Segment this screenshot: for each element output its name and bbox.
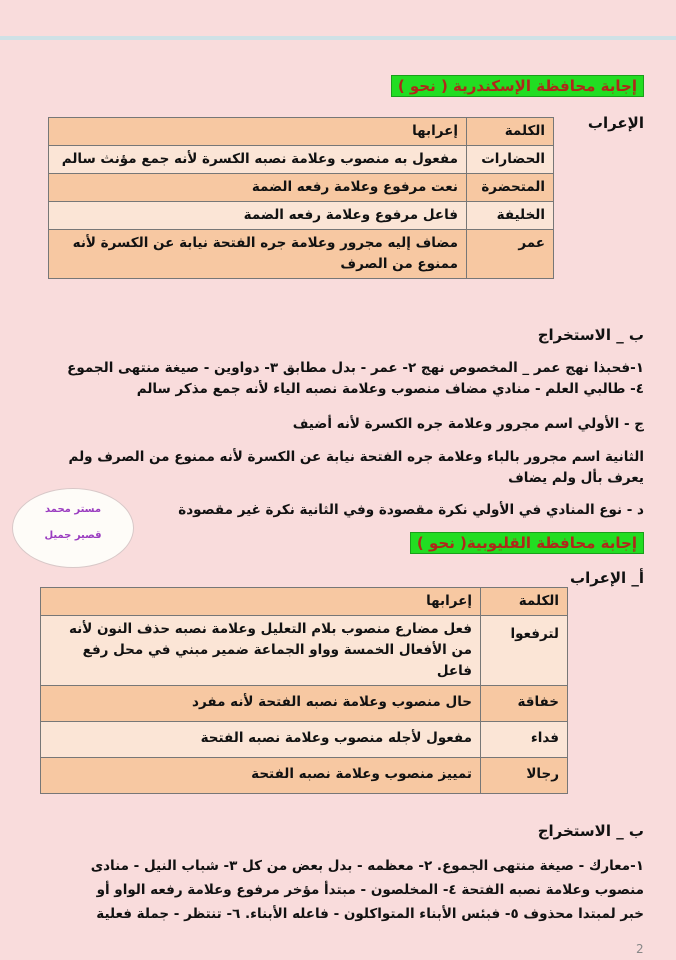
irab-table-qalyubia bbox=[40, 587, 568, 794]
teacher-stamp bbox=[12, 488, 134, 568]
istikhraj-label: ب _ الاستخراج bbox=[537, 326, 644, 344]
istikhraj-label: ب _ الاستخراج bbox=[537, 822, 644, 840]
word-cell: لترفعوا bbox=[481, 616, 568, 686]
table-row bbox=[49, 146, 554, 174]
table-row bbox=[41, 686, 568, 722]
irab-label: الإعراب bbox=[587, 114, 644, 132]
istikhraj-line: ١-فحبذا نهج عمر _ المخصوص نهج ٢- عمر - بدل مطابق ٣- دواوين - صيغة منتهى الجموع bbox=[67, 360, 644, 376]
word-cell: خفاقة bbox=[481, 686, 568, 722]
irab-cell: فعل مضارع منصوب بلام التعليل وعلامة نصبه حذف النون لأنه من الأفعال الخمسة وواو الجماعة ضمير مبني في محل رفع فاعل bbox=[41, 616, 481, 686]
col-irab-header: إعرابها bbox=[49, 118, 467, 146]
table-header-row bbox=[41, 588, 568, 616]
table-header-row bbox=[49, 118, 554, 146]
irab-cell: نعت مرفوع وعلامة رفعه الضمة bbox=[49, 174, 467, 202]
istikhraj-line: ١-معارك - صيغة منتهى الجموع. ٢- معظمه - بدل بعض من كل ٣- شباب النيل - منادى bbox=[90, 858, 644, 874]
table-row bbox=[49, 230, 554, 279]
stamp-line: قصير جميل bbox=[44, 530, 102, 541]
table-row bbox=[41, 722, 568, 758]
page-number: 2 bbox=[636, 942, 644, 956]
irab-cell: مضاف إليه مجرور وعلامة جره الفتحة نيابة عن الكسرة لأنه ممنوع من الصرف bbox=[49, 230, 467, 279]
table-row bbox=[41, 758, 568, 794]
istikhraj-line: ٤- طالبي العلم - منادي مضاف منصوب وعلامة نصبه الياء لأنه جمع مذكر سالم bbox=[136, 381, 644, 397]
col-irab-header: إعرابها bbox=[41, 588, 481, 616]
irab-cell: تمييز منصوب وعلامة نصبه الفتحة bbox=[41, 758, 481, 794]
answer-jeem: ج - الأولي اسم مجرور وعلامة جره الكسرة لأنه أضيف bbox=[292, 416, 644, 432]
irab-cell: مفعول به منصوب وعلامة نصبه الكسرة لأنه جمع مؤنث سالم bbox=[49, 146, 467, 174]
section-header-qalyubia: إجابة محافظة القليوبية( نحو ) bbox=[410, 532, 644, 554]
word-cell: فداء bbox=[481, 722, 568, 758]
istikhraj-line: منصوب وعلامة نصبه الفتحة ٤- المخلصون - مبتدأ مؤخر مرفوع وعلامة رفعه الواو أو bbox=[96, 882, 644, 898]
table-row bbox=[41, 616, 568, 686]
irab-table-alexandria bbox=[48, 117, 554, 279]
istikhraj-line: خبر لمبتدا محذوف ٥- فبئس الأبناء المتواكلون - فاعله الأبناء. ٦- تنتظر - جملة فعلية bbox=[96, 906, 644, 922]
answer-thaniya: الثانية اسم مجرور بالباء وعلامة جره الفتحة نيابة عن الكسرة لأنه ممنوع من الصرف ولم يعرف بأل ولم يضاف bbox=[68, 449, 644, 486]
word-cell: المتحضرة bbox=[467, 174, 554, 202]
word-cell: الحضارات bbox=[467, 146, 554, 174]
table-row bbox=[49, 174, 554, 202]
word-cell: عمر bbox=[467, 230, 554, 279]
word-cell: رجالا bbox=[481, 758, 568, 794]
irab-label: أ_ الإعراب bbox=[570, 569, 644, 587]
irab-cell: فاعل مرفوع وعلامة رفعه الضمة bbox=[49, 202, 467, 230]
col-word-header: الكلمة bbox=[467, 118, 554, 146]
stamp-line: مستر محمد bbox=[44, 504, 102, 515]
section-header-alexandria: إجابة محافظة الإسكندرية ( نحو ) bbox=[391, 75, 644, 97]
irab-cell: حال منصوب وعلامة نصبه الفتحة لأنه مفرد bbox=[41, 686, 481, 722]
table-row bbox=[49, 202, 554, 230]
top-divider bbox=[0, 36, 676, 40]
irab-cell: مفعول لأجله منصوب وعلامة نصبه الفتحة bbox=[41, 722, 481, 758]
col-word-header: الكلمة bbox=[481, 588, 568, 616]
answer-dal: د - نوع المنادي في الأولي نكرة مقصودة وفي الثانية نكرة غير مقصودة bbox=[178, 502, 644, 518]
word-cell: الخليفة bbox=[467, 202, 554, 230]
